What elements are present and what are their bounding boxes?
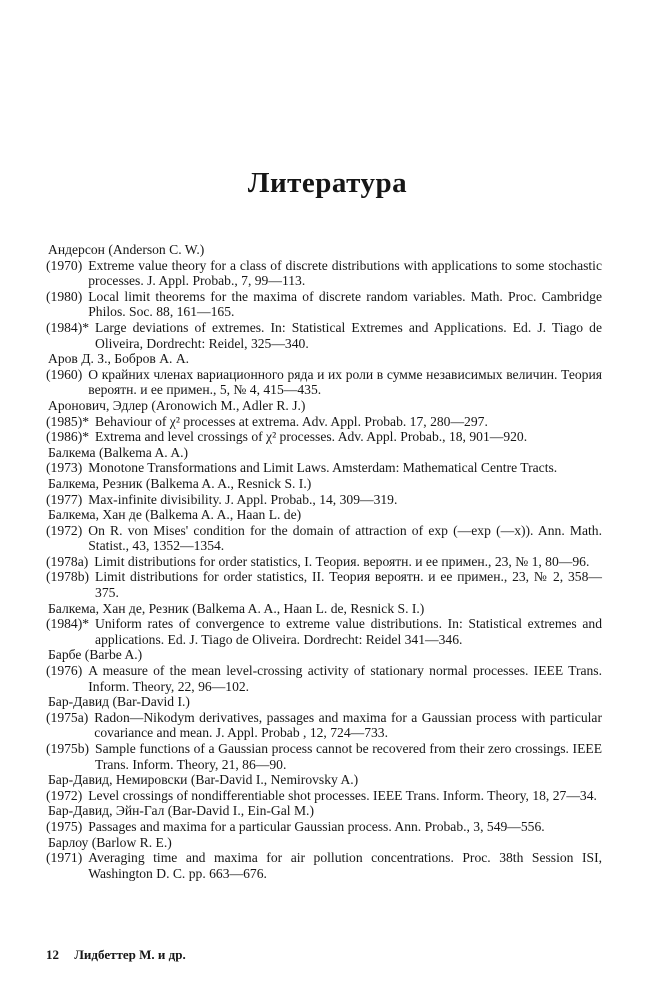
reference-entry [46,819,602,835]
reference-entry [46,850,602,881]
reference-year: (1984)* [46,319,90,335]
reference-entry [46,414,602,430]
reference-text: A measure of the mean level-crossing activity of stationary normal processes. IEEE Trans. Inform. Theory, 22, 96—102. [88,663,602,694]
reference-text: Extreme value theory for a class of discrete distributions with applications to some stochastic processes. J. Appl. Probab., 7, 99—113. [88,257,602,289]
reference-entry [46,569,602,600]
reference-year: (1960) [46,366,83,382]
reference-year: (1978a) [46,553,89,569]
reference-author: Бар-Давид, Немировски (Bar-David I., Nemirovsky A.) [48,772,359,788]
reference-author: Аров Д. З., Бобров А. А. [48,351,190,367]
reference-year: (1977) [46,491,83,507]
reference-year: (1973) [46,460,83,476]
reference-year: (1978b) [46,569,90,585]
reference-entry [46,258,602,289]
reference-author: Бар-Давид (Bar-David I.) [48,694,190,710]
reference-year: (1976) [46,663,83,679]
reference-year: (1975a) [46,709,89,725]
reference-entry [46,710,602,741]
reference-entry [46,429,602,445]
reference-text: Monotone Transformations and Limit Laws. Amsterdam: Mathematical Centre Tracts. [88,460,558,476]
reference-author: Барбе (Barbe A.) [48,647,143,663]
reference-text: Sample functions of a Gaussian process cannot be recovered from their zero crossings. IEEE Trans. Inform. Theory, 21, 86—90. [95,741,602,772]
reference-entry [46,663,602,694]
reference-year: (1971) [46,850,83,866]
reference-text: Large deviations of extremes. In: Statistical Extremes and Applications. Ed. J. Tiago de Oliveira, Dordrecht: Reidel, 325—340. [95,319,602,351]
reference-year: (1972) [46,787,83,803]
page-footer [46,947,186,963]
reference-author: Барлоу (Barlow R. E.) [48,834,172,850]
reference-entry [46,289,602,320]
reference-text: Radon—Nikodym derivatives, passages and maxima for a Gaussian process with particular covariance and mean. J. Appl. Probab , 12, 724—733. [94,709,602,741]
reference-year: (1986)* [46,429,90,445]
reference-year: (1975) [46,818,83,834]
reference-text: Behaviour of χ² processes at extrema. Adv. Appl. Probab. 17, 280—297. [95,413,488,429]
reference-entry [46,788,602,804]
reference-text: Extrema and level crossings of χ² processes. Adv. Appl. Probab., 18, 901—920. [95,429,528,445]
reference-text: Limit distributions for order statistics, I. Теория. вероятн. и ее примен., 23, № 1, 80—96. [94,553,590,569]
reference-text: Max-infinite divisibility. J. Appl. Probab., 14, 309—319. [88,491,398,507]
reference-year: (1975b) [46,741,90,756]
reference-author: Балкема, Хан де (Balkema A. A., Haan L. de) [48,507,302,523]
reference-list [46,242,602,881]
reference-text: On R. von Mises' condition for the domain of attraction of exp (—exp (—x)). Ann. Math. Statist., 43, 1352—1354. [88,522,602,554]
reference-text: Local limit theorems for the maxima of discrete random variables. Math. Proc. Cambridge Philos. Soc. 88, 161—165. [88,288,602,320]
reference-entry [46,492,602,508]
reference-entry [46,554,602,570]
reference-text: Passages and maxima for a particular Gaussian process. Ann. Probab., 3, 549—556. [88,818,545,834]
reference-text: Averaging time and maxima for air pollution concentrations. Proc. 38th Session ISI, Washington D. C. pp. 663—676. [88,850,602,881]
reference-entry [46,367,602,398]
reference-text: Level crossings of nondifferentiable shot processes. IEEE Trans. Inform. Theory, 18, 27—34. [88,787,597,803]
reference-entry [46,320,602,351]
reference-author: Балкема, Резник (Balkema A. A., Resnick S. I.) [48,475,312,491]
reference-entry [46,741,602,772]
reference-entry [46,616,602,647]
reference-author: Андерсон (Anderson C. W.) [48,242,205,257]
reference-text: Limit distributions for order statistics, II. Теория вероятн. и ее примен., 23, № 2, 358—375. [95,569,602,601]
reference-year: (1970) [46,257,83,273]
signature-mark: Лидбеттер М. и др. [74,947,186,962]
reference-entry [46,460,602,476]
page-title: Литература [247,167,408,199]
reference-year: (1980) [46,288,83,304]
reference-year: (1972) [46,522,83,538]
reference-author: Балкема (Balkema A. A.) [48,444,189,460]
reference-text: О крайних членах вариационного ряда и их роли в сумме независимых величин. Теория вероятн. и ее примен., 5, № 4, 415—435. [88,366,602,398]
reference-author: Балкема, Хан де, Резник (Balkema A. A., Haan L. de, Resnick S. I.) [48,600,425,616]
reference-year: (1984)* [46,616,90,632]
page-number: 12 [46,947,59,962]
reference-author: Аронович, Эдлер (Aronowich M., Adler R. J.) [48,397,306,413]
reference-entry [46,523,602,554]
reference-author: Бар-Давид, Эйн-Гал (Bar-David I., Ein-Gal M.) [48,803,314,819]
reference-year: (1985)* [46,413,90,429]
reference-text: Uniform rates of convergence to extreme value distributions. In: Statistical extremes and applications. Ed. J. Tiago de Oliveira. Dordrecht: Reidel 341—346. [95,616,602,647]
